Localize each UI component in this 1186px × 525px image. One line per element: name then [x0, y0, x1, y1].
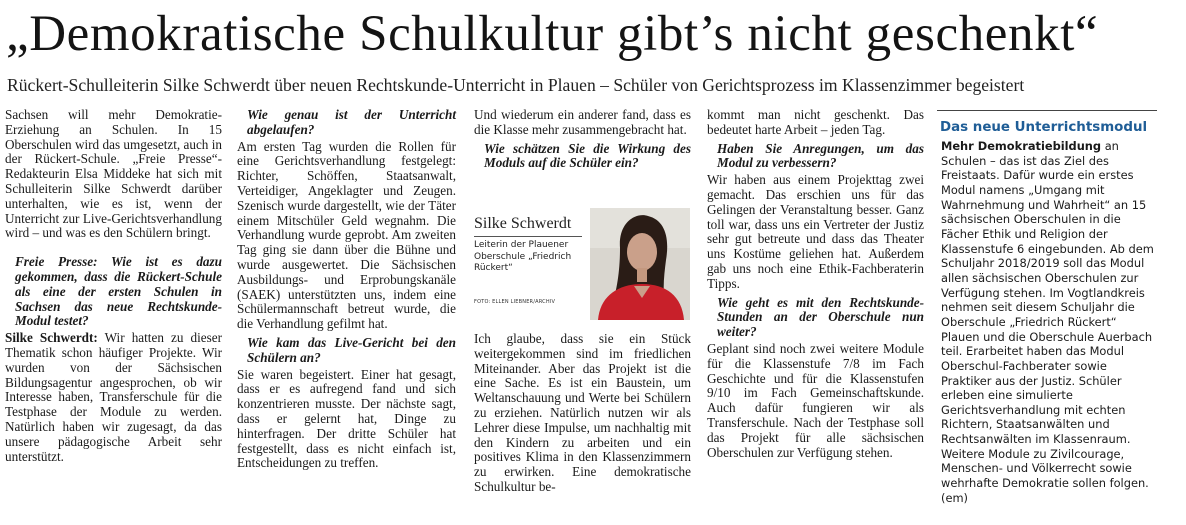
interviewee-infobox	[468, 207, 690, 319]
interview-question-6: Wie geht es mit den Rechtskunde-Stunden an der Oberschule nun weiter?	[717, 294, 924, 340]
article-column-3-bottom	[474, 332, 691, 495]
info-sidebar	[937, 110, 1157, 505]
interview-answer-2: Am ersten Tag wurden die Rollen für eine Gerichtsverhandlung festgelegt: Richter, Schöffen, Staatsanwalt, Verteidiger, Angeklagter und Zeugen. Szenisch wurde dargestellt, wie der Täter einem Mitschüler Geld wegnahm. Die Verhandlung wurde geprobt. Am zweiten Tag ging sie dann über die Bühne und wurde ausgewertet. Die Sächsischen Ausbildungs- und Erprobungskanäle (SAEK) unterstützten uns, indem eine Schülermannschaft betreut wurde, die die Verhandlung gefilmt hat.	[237, 138, 456, 332]
article-intro: Sachsen will mehr Demokratie-Erziehung an Schulen. In 15 Oberschulen wird das umgesetzt, auch in der Rückert-Schule. „Freie Presse“-Redakteurin Elsa Middeke hat sich mit Schulleiterin Silke Schwerdt darüber unterhalten, wie es ist, wenn der Unterricht zur Live-Gerichtsverhandlung wird – und was es den Schülern bringt.	[5, 107, 222, 241]
column-4-text-top: kommt man nicht geschenkt. Das bedeutet harte Arbeit – jeden Tag.	[707, 107, 924, 137]
interviewee-role: Leiterin der Plauener Oberschule „Friedrich Rückert“	[474, 240, 572, 273]
portrait-photo	[590, 208, 690, 320]
interview-answer-1	[5, 331, 222, 464]
sidebar-title: Das neue Unterrichtsmodul	[940, 120, 1148, 135]
interview-question-2: Wie genau ist der Unterricht abgelaufen?	[247, 107, 456, 137]
infobox-divider	[474, 236, 582, 237]
interviewee-name: Silke Schwerdt	[474, 215, 572, 232]
sidebar-lead: Mehr Demokratiebildung	[941, 139, 1102, 153]
interview-question-4: Wie schätzen Sie die Wirkung des Moduls auf die Schüler ein?	[484, 140, 691, 171]
sidebar-text: an Schulen – das ist das Ziel des Freistaats. Dafür wurde ein erstes Modul namens „Umgang mit Wahrnehmung und Wahrheit“ an 15 sächsischen Oberschulen in die Fächer Ethik und Religion der Klassenstufe 6 eingebunden. Ab dem Schuljahr 2018/2019 soll das Modul allen sächsischen Oberschulen zur Verfügung stehen. Im Vogtlandkreis nehmen seit diesem Schuljahr die Oberschule „Friedrich Rückert“ Plauen und die Oberschule Auerbach teil. Erarbeitet haben das Modul Oberschul-Fachberater sowie Praktiker aus der Justiz. Schüler erleben eine simulierte Gerichtsverhandlung mit echten Richtern, Staatsanwälten und Rechtsanwälten im Klassenraum. Weitere Module zu Zivilcourage, Menschen- und Völkerrecht sowie wehrhafte Demokratie sollen folgen. (em)	[941, 139, 1154, 505]
interview-question-1: Freie Presse: Wie ist es dazu gekommen, dass die Rückert-Schule als eine der ersten Schulen in Sachsen das neue Rechtskunde-Modul testet?	[15, 254, 222, 329]
headline: „Demokratische Schulkultur gibt’s nicht geschenkt“	[6, 6, 1099, 62]
interview-answer-3: Sie waren begeistert. Einer hat gesagt, dass er es aufregend fand und sich konzentrieren musste. Der nächste sagt, dass er gelernt hat, Dinge zu hinterfragen. Der dritte Schüler hat festgestellt, dass es nicht einfach ist, Entscheidungen zu treffen.	[237, 366, 456, 471]
answer-speaker: Silke Schwerdt:	[5, 330, 98, 346]
article-column-4	[707, 108, 924, 460]
photo-credit: FOTO: ELLEN LIEBNER/ARCHIV	[474, 299, 556, 305]
article-column-2	[237, 108, 456, 471]
interview-answer-6: Geplant sind noch zwei weitere Module für die Klassenstufe 7/8 im Fach Geschichte und für die Klassenstufen 9/10 im Fach Gemeinschaftskunde. Auch dafür fungieren wir als Transferschule. Nach der Testphase soll das Projekt für alle sächsischen Oberschulen zur Verfügung stehen.	[707, 340, 924, 460]
article-column-1	[5, 108, 222, 464]
interview-question-3: Wie kam das Live-Gericht bei den Schülern an?	[247, 334, 456, 365]
answer-1-text: Wir hatten zu dieser Thematik schon häufiger Projekte. Wir wurden von der Sächsischen Bildungsagentur angesprochen, ob wir Interesse haben, Transferschule für die Testphase der Module zu werden. Natürlich haben wir zugesagt, da das unsere pädagogische Arbeit sehr unterstützt.	[5, 330, 222, 464]
sidebar-body	[941, 139, 1157, 505]
column-3-text-bottom: Ich glaube, dass sie ein Stück weitergekommen sind im friedlichen Miteinander. Aber das Projekt ist die eine Sache. Es ist ein Baustein, um Weltanschauung und Werte bei Schülern zu erziehen. Natürlich nutzen wir als Lehrer diese Impulse, um nachhaltig mit den Kindern zu arbeiten und ein positives Klima in den Klassenzimmern zu erwirken. Eine demokratische Schulkultur be-	[474, 331, 691, 494]
interview-answer-5: Wir haben aus einem Projekttag zwei gemacht. Das erschien uns für das Gelingen der Veranstaltung besser. Ganz toll war, dass uns ein Vertreter der Justiz sehr gut betreute und dass das Theater uns Kostüme geliehen hat. Außerdem gab uns noch eine Ethik-Fachberaterin Tipps.	[707, 172, 924, 291]
subheadline: Rückert-Schulleiterin Silke Schwerdt über neuen Rechtskunde-Unterricht in Plauen – Schüler von Gerichtsprozess im Klassenzimmer begeistert	[7, 75, 1025, 95]
column-3-text-top: Und wiederum ein anderer fand, dass es die Klasse mehr zusammengebracht hat.	[474, 107, 691, 137]
article-column-3-top	[474, 108, 691, 173]
interview-question-5: Haben Sie Anregungen, um das Modul zu verbessern?	[717, 140, 924, 171]
